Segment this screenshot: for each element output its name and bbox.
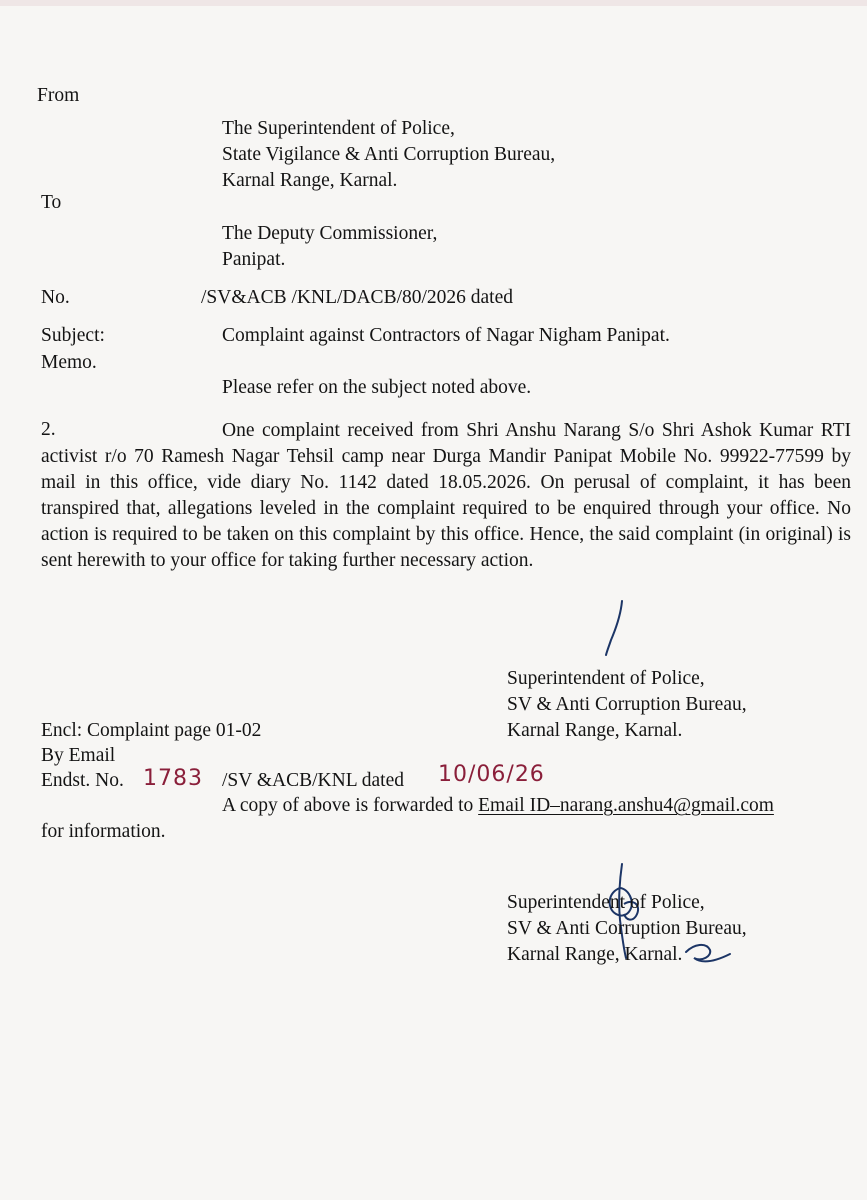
no-label: No. [41, 287, 70, 308]
endst-ref: /SV &ACB/KNL dated [222, 770, 405, 791]
copy-forward-text: A copy of above is forwarded to [222, 795, 479, 816]
to-line-2: Panipat. [222, 249, 286, 270]
sig1-line-3: Karnal Range, Karnal. [507, 720, 683, 741]
date-handwritten: 10/06/26 [438, 762, 545, 787]
para-number: 2. [41, 419, 56, 440]
intro-line: Please refer on the subject noted above. [222, 377, 532, 398]
from-label: From [37, 85, 80, 106]
sig2-line-2: SV & Anti Corruption Bureau, [507, 918, 747, 939]
for-information-line: for information. [41, 821, 166, 842]
sig2-line-1: Superintendent of Police, [507, 892, 705, 913]
signature-1-mark [595, 598, 635, 658]
from-line-3: Karnal Range, Karnal. [222, 170, 398, 191]
subject-value: Complaint against Contractors of Nagar Nigham Panipat. [222, 325, 670, 346]
by-email-line: By Email [41, 745, 116, 766]
copy-forward-line [222, 794, 774, 818]
email-address: Email ID–narang.anshu4@gmail.com [478, 795, 774, 816]
body-paragraph-text: One complaint received from Shri Anshu Narang S/o Shri Ashok Kumar RTI activist r/o 70 Ramesh Nagar Tehsil camp near Durga Mandir Panipat Mobile No. 99922-77599 by mail in this office, vide diary No. 1142 dated 18.05.2026. On perusal of complaint, it has been transpired that, allegations leveled in the complaint required to be enquired through your office. No action is required to be taken on this complaint by this office. Hence, the said complaint (in original) is sent herewith to your office for taking further necessary action. [41, 420, 851, 571]
from-line-2: State Vigilance & Anti Corruption Bureau, [222, 144, 556, 165]
body-paragraph [41, 418, 851, 574]
sig2-line-3: Karnal Range, Karnal. [507, 944, 683, 965]
no-value: /SV&ACB /KNL/DACB/80/2026 dated [201, 287, 514, 308]
endst-label: Endst. No. [41, 770, 124, 791]
endst-number-handwritten: 1783 [143, 766, 203, 791]
page-top-edge [0, 0, 867, 6]
to-line-1: The Deputy Commissioner, [222, 223, 438, 244]
enclosure-line: Encl: Complaint page 01-02 [41, 720, 262, 741]
memo-label: Memo. [41, 352, 97, 373]
sig1-line-1: Superintendent of Police, [507, 668, 705, 689]
sig1-line-2: SV & Anti Corruption Bureau, [507, 694, 747, 715]
from-line-1: The Superintendent of Police, [222, 118, 455, 139]
subject-label: Subject: [41, 325, 105, 346]
to-label: To [41, 192, 62, 213]
